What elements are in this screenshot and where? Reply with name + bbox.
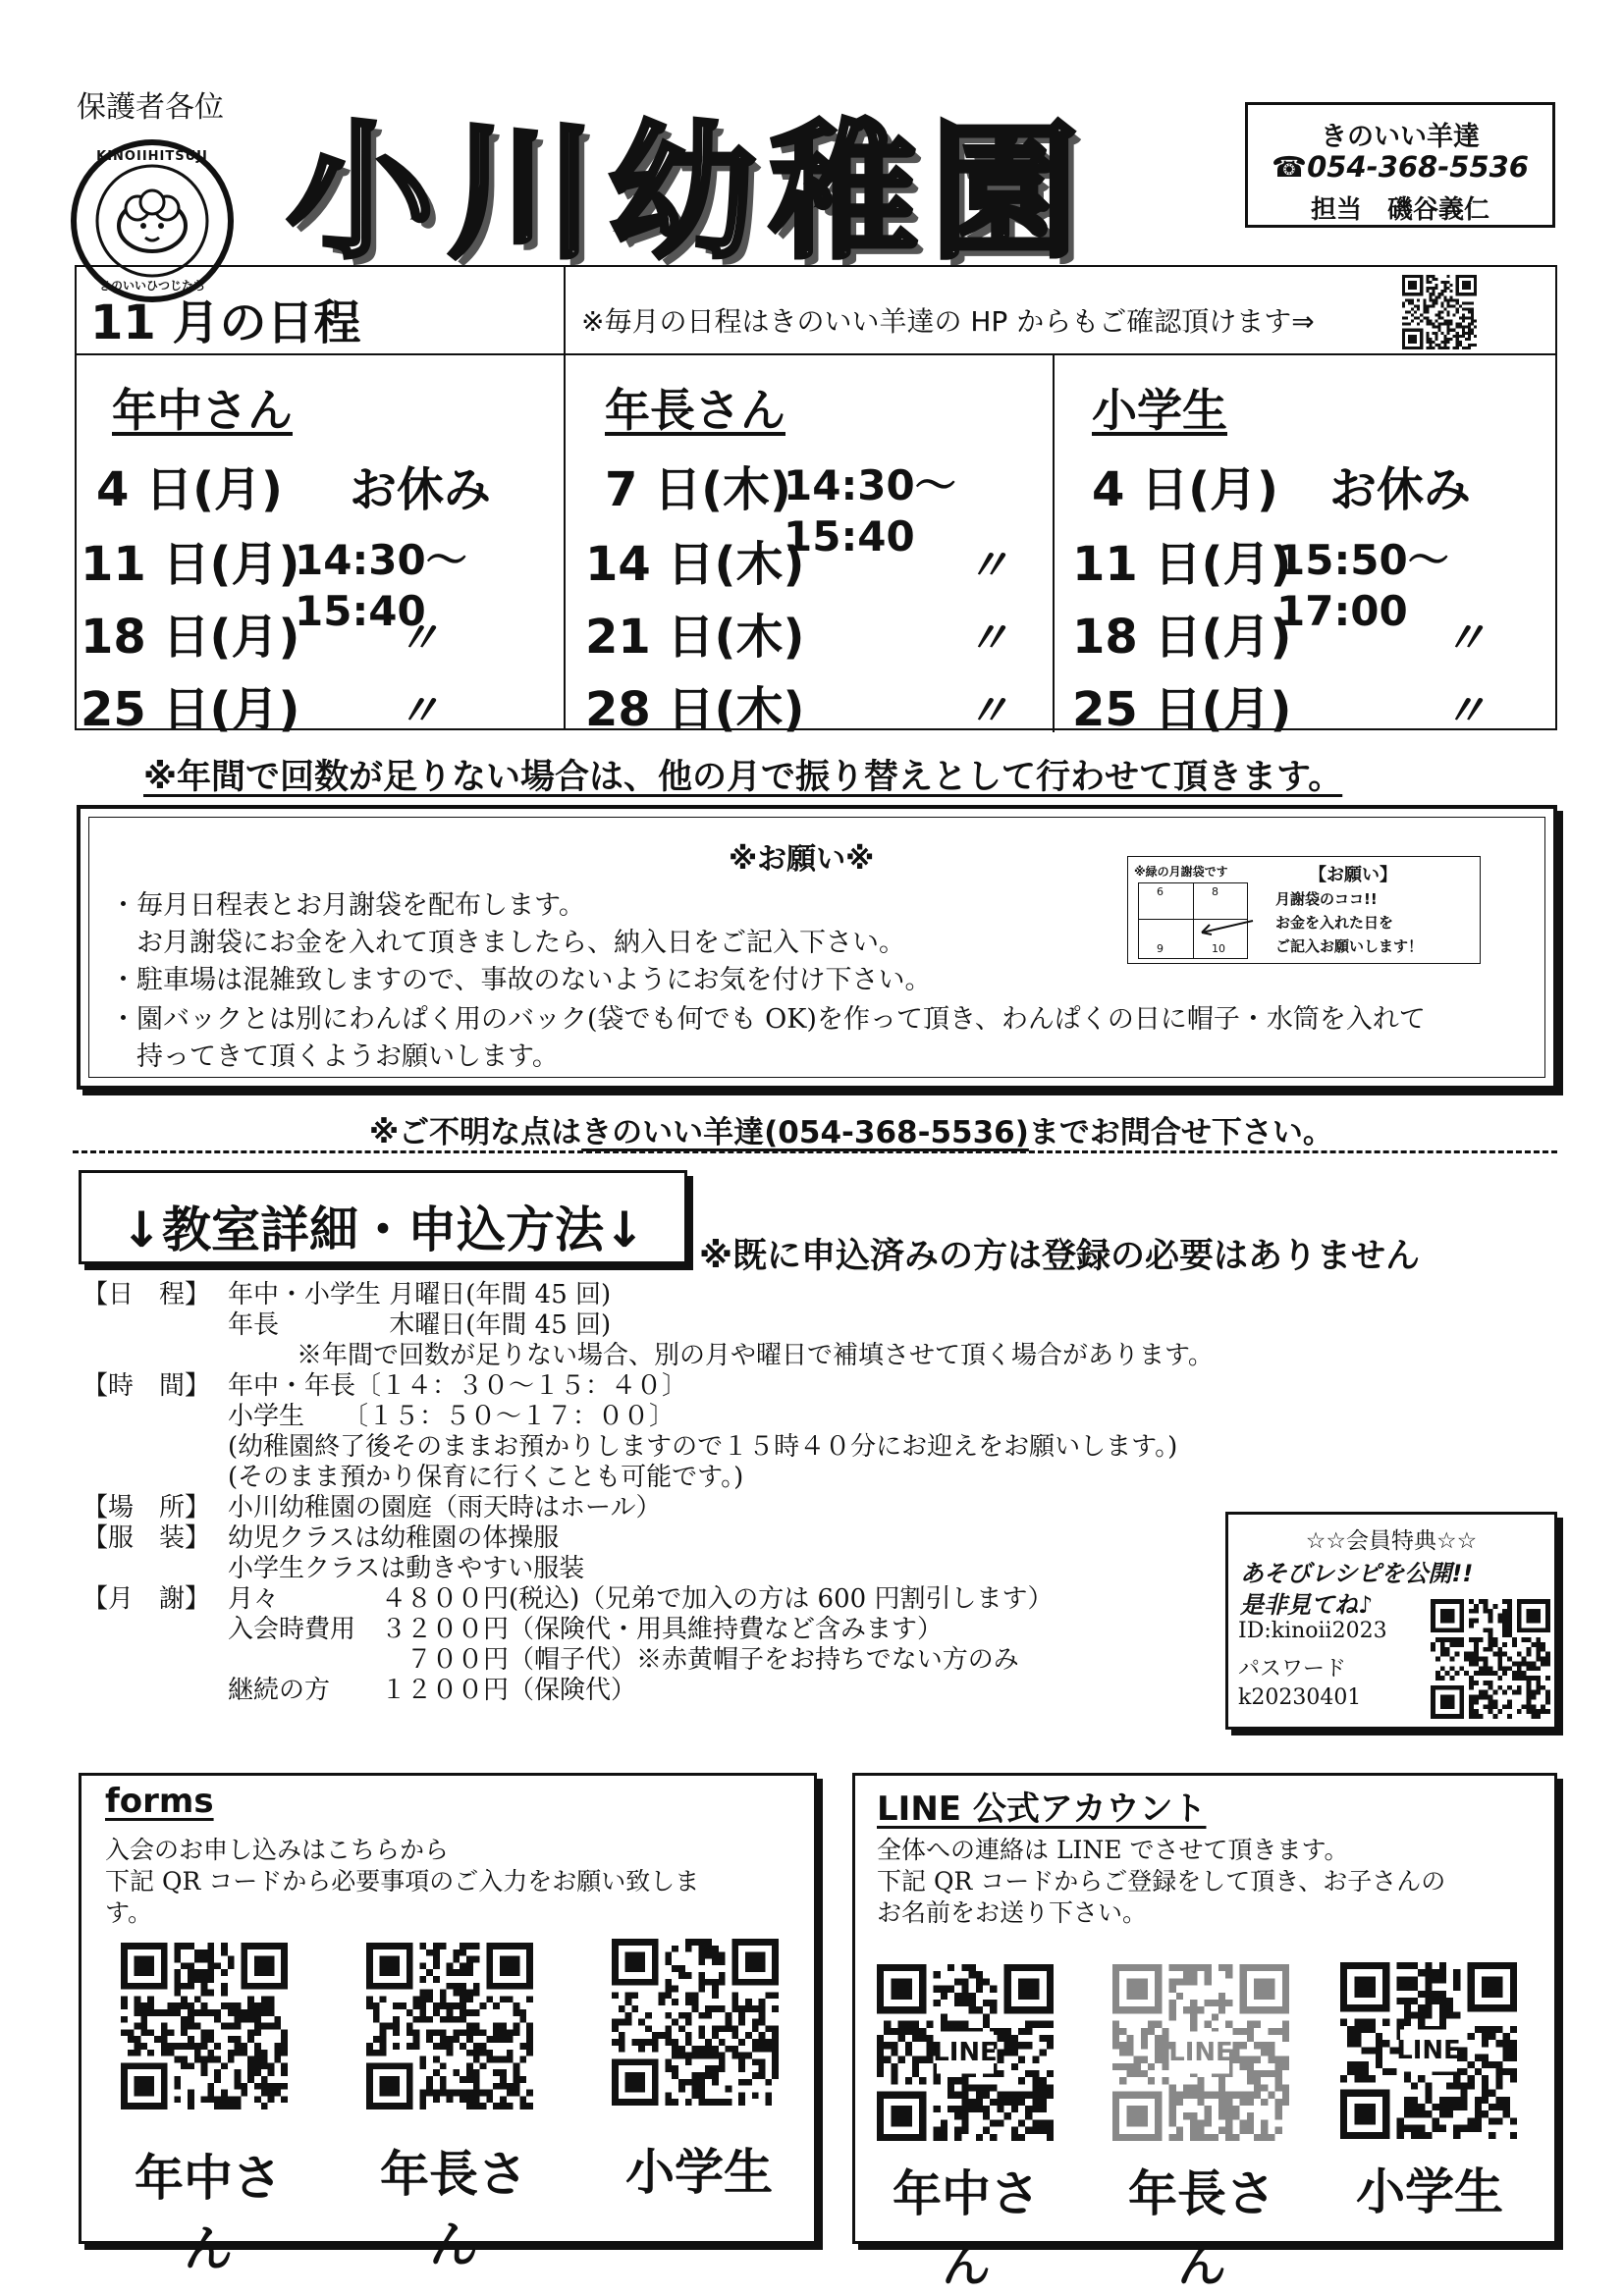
forms-box <box>79 1773 817 2277</box>
detail-text: 小川幼稚園の園庭（雨天時はホール） <box>228 1493 662 1522</box>
inquiry-note <box>369 1107 1333 1151</box>
request-box <box>77 805 1557 1090</box>
schedule-date: 21 日(木) <box>585 610 805 665</box>
detail-text: 年中・小学生 月曜日(年間 45 回) <box>228 1280 612 1309</box>
request-line: ・毎月日程表とお月謝袋を配布します。 <box>110 890 585 921</box>
request-line: ・園バックとは別にわんぱく用のバック(袋でも何でも OK)を作って頂き、わんぱくの日に帽子・水筒を入れて <box>110 1004 1426 1035</box>
detail-row <box>82 1310 1221 1341</box>
member-qr-code[interactable] <box>1431 1599 1550 1719</box>
schedule-date: 11 日(月) <box>81 537 300 592</box>
line-title: LINE 公式アカウント <box>877 1789 1207 1829</box>
detail-label: 【服 装】 <box>82 1523 211 1553</box>
line-line: お名前をお送り下さい。 <box>877 1898 1148 1927</box>
ditto-mark: 〃 <box>966 541 1009 591</box>
no-register-note: ※既に申込済みの方は登録の必要はありません <box>699 1237 1421 1276</box>
line-qr-shogakusei[interactable] <box>1340 1962 1517 2139</box>
detail-text: (そのまま預かり保育に行くことも可能です。) <box>228 1463 744 1492</box>
detail-text: 幼児クラスは幼稚園の体操服 <box>228 1523 560 1553</box>
ditto-mark: 〃 <box>966 686 1009 736</box>
schedule-time: 14:30～15:40 <box>295 536 467 635</box>
cell-num: 8 <box>1212 885 1218 898</box>
detail-row <box>82 1645 1221 1676</box>
hp-note: ※毎月の日程はきのいい羊達の HP からもご確認頂けます⇒ <box>581 305 1315 338</box>
member-title: ☆☆会員特典☆☆ <box>1305 1528 1478 1554</box>
detail-row <box>82 1341 1221 1371</box>
detail-text: 月々 ４８００円(税込)（兄弟で加入の方は 600 円割引します） <box>228 1584 1054 1614</box>
request-title: ※お願い※ <box>729 842 875 877</box>
schedule-date: 4 日(月) <box>1092 462 1278 517</box>
detail-text: 年長 木曜日(年間 45 回) <box>228 1310 612 1340</box>
member-line2: 是非見てね♪ <box>1240 1591 1374 1619</box>
schedule-time: お休み <box>350 462 492 517</box>
forms-title: forms <box>105 1782 214 1821</box>
detail-label: 【場 所】 <box>82 1493 211 1522</box>
col-shogakusei <box>1055 353 1555 737</box>
detail-text: (幼稚園終了後そのままお預かりしますので１５時４０分にお迎えをお願いします。) <box>228 1432 1178 1462</box>
logo-text-bottom: きのいいひつじたち <box>98 279 205 293</box>
contact-box <box>1245 102 1555 228</box>
details-heading: ↓教室詳細・申込方法↓ <box>121 1201 645 1258</box>
detail-text: ※年間で回数が足りない場合、別の月や曜日で補填させて頂く場合があります。 <box>297 1341 1214 1370</box>
detail-row <box>82 1523 1221 1554</box>
forms-qr-shogakusei[interactable] <box>612 1939 779 2106</box>
reschedule-note: ※年間で回数が足りない場合は、他の月で振り替えとして行わせて頂きます。 <box>143 758 1343 797</box>
envelope-figure <box>1127 856 1481 964</box>
ditto-mark: 〃 <box>1443 614 1487 664</box>
detail-text: 年中・年長〔１４：３０～１５：４０〕 <box>228 1371 688 1401</box>
line-logo-text: LINE <box>1396 2035 1461 2065</box>
detail-label <box>82 1341 228 1371</box>
schedule-date: 11 日(月) <box>1072 537 1292 592</box>
col-header: 年中さん <box>112 384 293 437</box>
divider <box>73 1150 1557 1153</box>
qr-label: 年長さん <box>380 2146 527 2273</box>
schedule-date: 4 日(月) <box>96 462 283 517</box>
line-box <box>852 1773 1557 2293</box>
member-id: ID:kinoii2023 <box>1238 1619 1387 1643</box>
cell-num: 9 <box>1157 942 1164 955</box>
detail-text: 継続の方 １２００円（保険代） <box>228 1676 637 1705</box>
schedule-date: 28 日(木) <box>585 682 805 737</box>
cell-num: 6 <box>1157 885 1164 898</box>
detail-text: 小学生 〔１５：５０～１７：００〕 <box>228 1402 676 1431</box>
contact-phone: ☎054-368-5536 <box>1272 150 1529 184</box>
detail-text: 入会時費用 ３２００円（保険代・用具維持費など含みます） <box>228 1615 944 1644</box>
line-logo-text: LINE <box>1168 2037 1233 2067</box>
schedule-date: 7 日(木) <box>605 462 791 517</box>
schedule-time: お休み <box>1329 462 1472 517</box>
inquiry-contact-link[interactable]: きのいい羊達(054-368-5536) <box>581 1115 1029 1150</box>
col-nencho <box>566 353 1053 737</box>
detail-text: 小学生クラスは動きやすい服装 <box>228 1554 585 1583</box>
request-line: 持ってきて頂くようお願いします。 <box>110 1041 559 1072</box>
forms-qr-nencho[interactable] <box>366 1943 533 2109</box>
line-logo-text: LINE <box>933 2037 998 2067</box>
ditto-mark: 〃 <box>397 686 440 736</box>
forms-line: 下記 QR コードから必要事項のご入力をお願い致しま <box>105 1867 700 1896</box>
cell-num: 10 <box>1212 942 1225 955</box>
detail-row <box>82 1615 1221 1645</box>
schedule-title: 11 月の日程 <box>90 295 361 350</box>
forms-line: す。 <box>105 1898 153 1927</box>
qr-label: 小学生 <box>625 2144 773 2201</box>
forms-qr-nenchu[interactable] <box>121 1943 288 2109</box>
inquiry-prefix: ※ご不明な点は <box>369 1115 582 1150</box>
schedule-date: 25 日(月) <box>1072 682 1292 737</box>
qr-label: 年中さん <box>135 2150 282 2277</box>
detail-row <box>82 1676 1221 1706</box>
figure-title: 【お願い】 <box>1309 865 1397 885</box>
member-pw-label: パスワード <box>1238 1657 1347 1682</box>
detail-row <box>82 1402 1221 1432</box>
logo-text-top: KINOIIHITSUJI <box>96 149 208 164</box>
inquiry-suffix: までお問合せ下さい。 <box>1028 1115 1333 1150</box>
detail-label <box>82 1554 228 1584</box>
detail-label <box>82 1310 228 1341</box>
line-line: 全体への連絡は LINE でさせて頂きます。 <box>877 1836 1349 1864</box>
envelope-drawing <box>1138 882 1248 959</box>
schedule-time: 14:30～15:40 <box>784 461 956 561</box>
detail-row <box>82 1371 1221 1402</box>
schedule-table <box>75 265 1557 737</box>
detail-row <box>82 1554 1221 1584</box>
col-nenchu <box>77 353 564 737</box>
contact-person: 担当 磯谷義仁 <box>1310 195 1489 225</box>
schedule-date: 14 日(木) <box>585 537 805 592</box>
detail-label <box>82 1402 228 1432</box>
hp-qr-code[interactable] <box>1402 275 1477 349</box>
schedule-time: 15:50～17:00 <box>1276 536 1449 635</box>
detail-row <box>82 1493 1221 1523</box>
qr-label: 年中さん <box>893 2165 1040 2293</box>
detail-label <box>82 1615 228 1645</box>
member-line1: あそびレシピを公開!! <box>1240 1560 1474 1587</box>
detail-label <box>82 1463 228 1493</box>
page-title: 小川幼稚園 <box>287 108 1093 279</box>
request-line: お月謝袋にお金を入れて頂きましたら、納入日をご記入下さい。 <box>110 928 905 958</box>
line-qr-nenchu[interactable] <box>877 1964 1054 2141</box>
detail-label <box>82 1676 228 1706</box>
detail-row <box>82 1280 1221 1310</box>
qr-label: 年長さん <box>1128 2165 1275 2293</box>
schedule-date: 18 日(月) <box>81 610 300 665</box>
detail-row <box>82 1584 1221 1615</box>
col-header: 小学生 <box>1092 384 1227 437</box>
ditto-mark: 〃 <box>1443 686 1487 736</box>
detail-label: 【日 程】 <box>82 1280 211 1309</box>
qr-label: 小学生 <box>1356 2163 1503 2220</box>
member-box <box>1225 1512 1557 1730</box>
request-line: ・駐車場は混雑致しますので、事故のないようにお気を付け下さい。 <box>110 965 932 995</box>
line-line: 下記 QR コードからご登録をして頂き、お子さんの <box>877 1867 1446 1896</box>
ditto-mark: 〃 <box>397 614 440 664</box>
detail-row <box>82 1463 1221 1493</box>
line-qr-nencho[interactable] <box>1112 1964 1289 2141</box>
details-list <box>82 1280 1221 1706</box>
detail-label: 【時 間】 <box>82 1371 211 1401</box>
figure-line: 月謝袋のココ!! <box>1275 890 1378 908</box>
detail-label <box>82 1645 228 1676</box>
addressee: 保護者各位 <box>77 90 224 125</box>
detail-text: ７００円（帽子代）※赤黄帽子をお持ちでない方のみ <box>228 1645 1019 1675</box>
ditto-mark: 〃 <box>966 614 1009 664</box>
member-pw: k20230401 <box>1238 1685 1362 1710</box>
figure-line: お金を入れた日を <box>1275 914 1394 932</box>
detail-label: 【月 謝】 <box>82 1584 211 1614</box>
contact-org: きのいい羊達 <box>1321 122 1480 152</box>
schedule-date: 25 日(月) <box>81 682 300 737</box>
figure-line: ご記入お願いします！ <box>1275 937 1424 955</box>
detail-row <box>82 1432 1221 1463</box>
detail-label <box>82 1432 228 1463</box>
schedule-date: 18 日(月) <box>1072 610 1292 665</box>
figure-caption: ※緑の月謝袋です <box>1134 865 1228 879</box>
arrow-icon <box>1198 917 1257 946</box>
forms-line: 入会のお申し込みはこちらから <box>105 1836 450 1864</box>
details-heading-box <box>79 1170 687 1264</box>
col-header: 年長さん <box>605 384 785 437</box>
